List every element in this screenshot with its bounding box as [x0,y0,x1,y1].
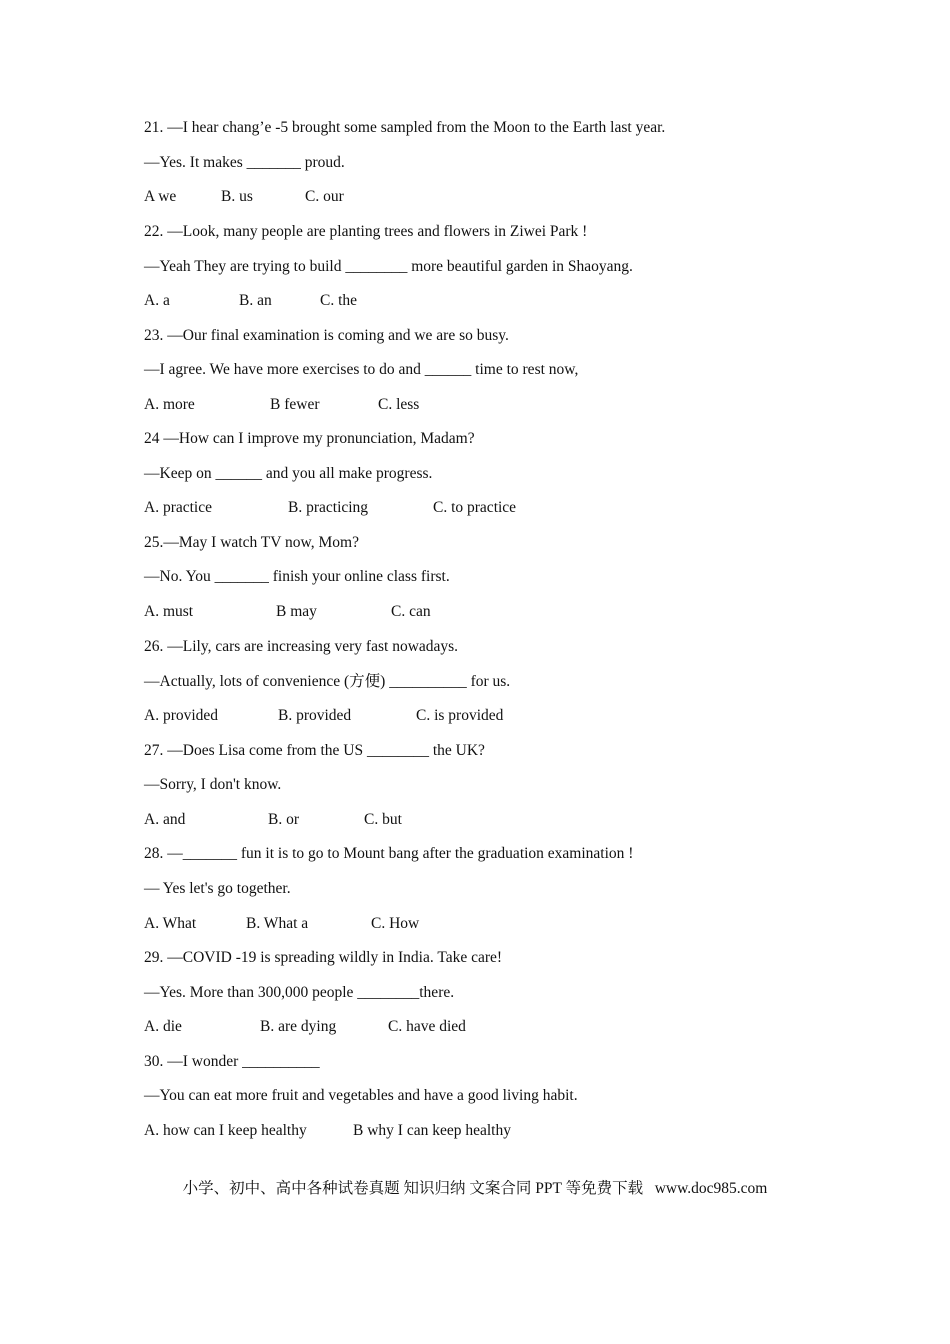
option-b: B fewer [270,396,320,413]
question-29-stem: 29. ―COVID -19 is spreading wildly in India. Take care! [144,949,503,966]
option-b: B. What a [246,915,309,932]
option-b: B. us [221,188,253,205]
question-22-stem: 22. ―Look, many people are planting trees and flowers in Ziwei Park ! [144,223,588,240]
question-30-stem: 30. ―I wonder __________ [144,1053,320,1070]
question-26-stem: 26. ―Lily, cars are increasing very fast nowadays. [144,638,459,655]
option-b: B. practicing [288,499,369,516]
option-a: A. What [144,915,197,932]
question-24-reply: ―Keep on ______ and you all make progress. [144,465,433,482]
option-c: C. our [305,188,344,205]
option-c: C. have died [388,1018,466,1035]
question-21-reply: ―Yes. It makes _______ proud. [144,154,345,171]
question-24-options [144,498,517,538]
question-30-reply: ―You can eat more fruit and vegetables and have a good living habit. [144,1087,578,1104]
option-b: B. are dying [260,1018,337,1035]
option-b: B why I can keep healthy [353,1122,511,1139]
option-a: A. a [144,292,170,309]
question-25-reply: ―No. You _______ finish your online class first. [144,568,450,585]
option-c: C. but [364,811,402,828]
option-c: C. How [371,915,420,932]
question-27-stem: 27. ―Does Lisa come from the US ________ the UK? [144,742,485,759]
question-23-stem: 23. ―Our final examination is coming and we are so busy. [144,327,509,344]
option-c: C. the [320,292,358,309]
option-a: A. die [144,1018,182,1035]
question-27-reply: ―Sorry, I don't know. [144,776,282,793]
option-c: C. less [378,396,420,413]
question-21-options [144,187,344,227]
question-29-reply: —Yes. More than 300,000 people ________there. [144,984,455,1001]
option-a: A. must [144,603,194,620]
option-a: A. provided [144,707,219,724]
question-22-options [144,291,358,331]
option-b: B. or [268,811,299,828]
option-a: A. practice [144,499,212,516]
question-21-stem: 21. ―I hear chang’e -5 brought some sampled from the Moon to the Earth last year. [144,119,666,136]
option-b: B may [276,603,317,620]
question-29-options [144,1017,466,1057]
option-b: B. provided [278,707,352,724]
option-a: A. how can I keep healthy [144,1122,307,1139]
question-26-reply: ―Actually, lots of convenience (方便) __________ for us. [144,673,511,690]
option-a: A we [144,188,177,205]
question-25-options [144,602,431,642]
question-22-reply: ―Yeah They are trying to build ________ more beautiful garden in Shaoyang. [144,258,633,275]
question-25-stem: 25.―May I watch TV now, Mom? [144,534,359,551]
question-24-stem: 24 ―How can I improve my pronunciation, Madam? [144,430,475,447]
option-c: C. can [391,603,431,620]
question-30-options [144,1121,511,1161]
question-28-stem: 28. ―_______ fun it is to go to Mount bang after the graduation examination ! [144,845,634,862]
option-c: C. to practice [433,499,517,516]
option-a: A. and [144,811,186,828]
question-26-options [144,706,504,746]
option-b: B. an [239,292,272,309]
option-a: A. more [144,396,195,413]
footer-watermark: 小学、初中、高中各种试卷真题 知识归纳 文案合同 PPT 等免费下载 www.doc985.com [182,1180,768,1197]
question-23-reply: ―I agree. We have more exercises to do and ______ time to rest now, [144,361,579,378]
question-28-reply: — Yes let's go together. [144,880,291,897]
option-c: C. is provided [416,707,504,724]
